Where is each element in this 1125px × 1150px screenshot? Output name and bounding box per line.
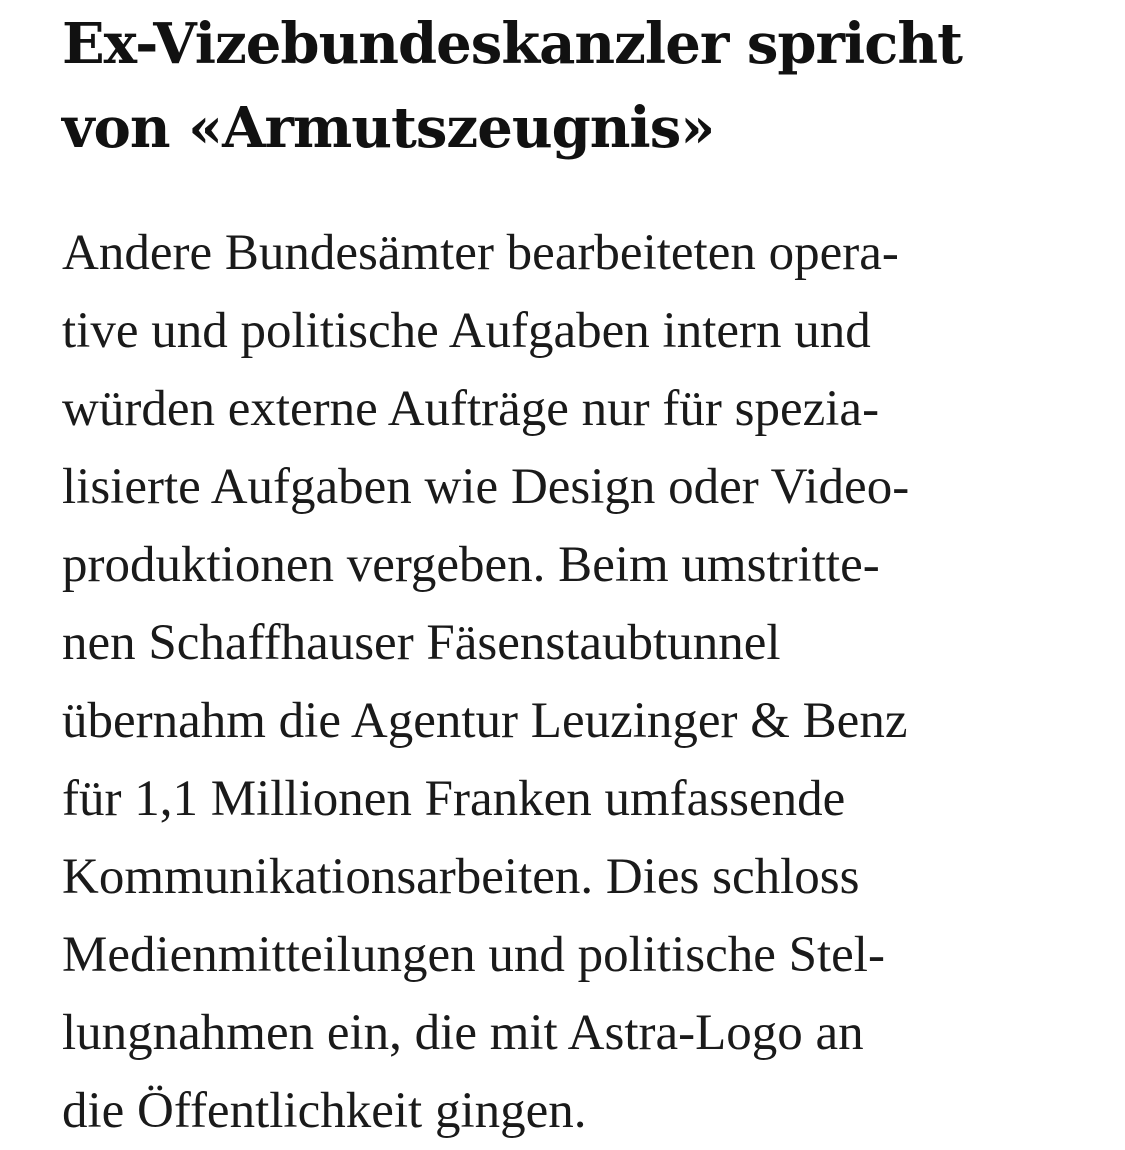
paragraph-line: Kommunikationsarbeiten. Dies schloss <box>62 849 860 905</box>
paragraph-line: lungnahmen ein, die mit Astra-Logo an <box>62 1005 864 1061</box>
paragraph-line: die Öffentlichkeit gingen. <box>62 1083 587 1139</box>
paragraph-line: nen Schaffhauser Fäsenstaubtunnel <box>62 615 781 671</box>
body-paragraph <box>62 214 1082 1150</box>
paragraph-line: produktionen vergeben. Beim umstritte- <box>62 537 880 593</box>
paragraph-line: Andere Bundesämter bearbeiteten opera- <box>62 225 899 281</box>
heading-line: Ex-Vizebundeskanzler spricht <box>62 11 962 77</box>
paragraph-line: lisierte Aufgaben wie Design oder Video- <box>62 459 910 515</box>
paragraph-line: übernahm die Agentur Leuzinger & Benz <box>62 693 908 749</box>
paragraph-line: Medienmitteilungen und politische Stel- <box>62 927 885 983</box>
section-heading <box>62 2 1082 170</box>
paragraph-line: tive und politische Aufgaben intern und <box>62 303 871 359</box>
article-section <box>62 0 1082 1150</box>
heading-line: von «Armutszeugnis» <box>62 95 715 161</box>
paragraph-line: würden externe Aufträge nur für spezia- <box>62 381 880 437</box>
paragraph-line: für 1,1 Millionen Franken umfassende <box>62 771 846 827</box>
